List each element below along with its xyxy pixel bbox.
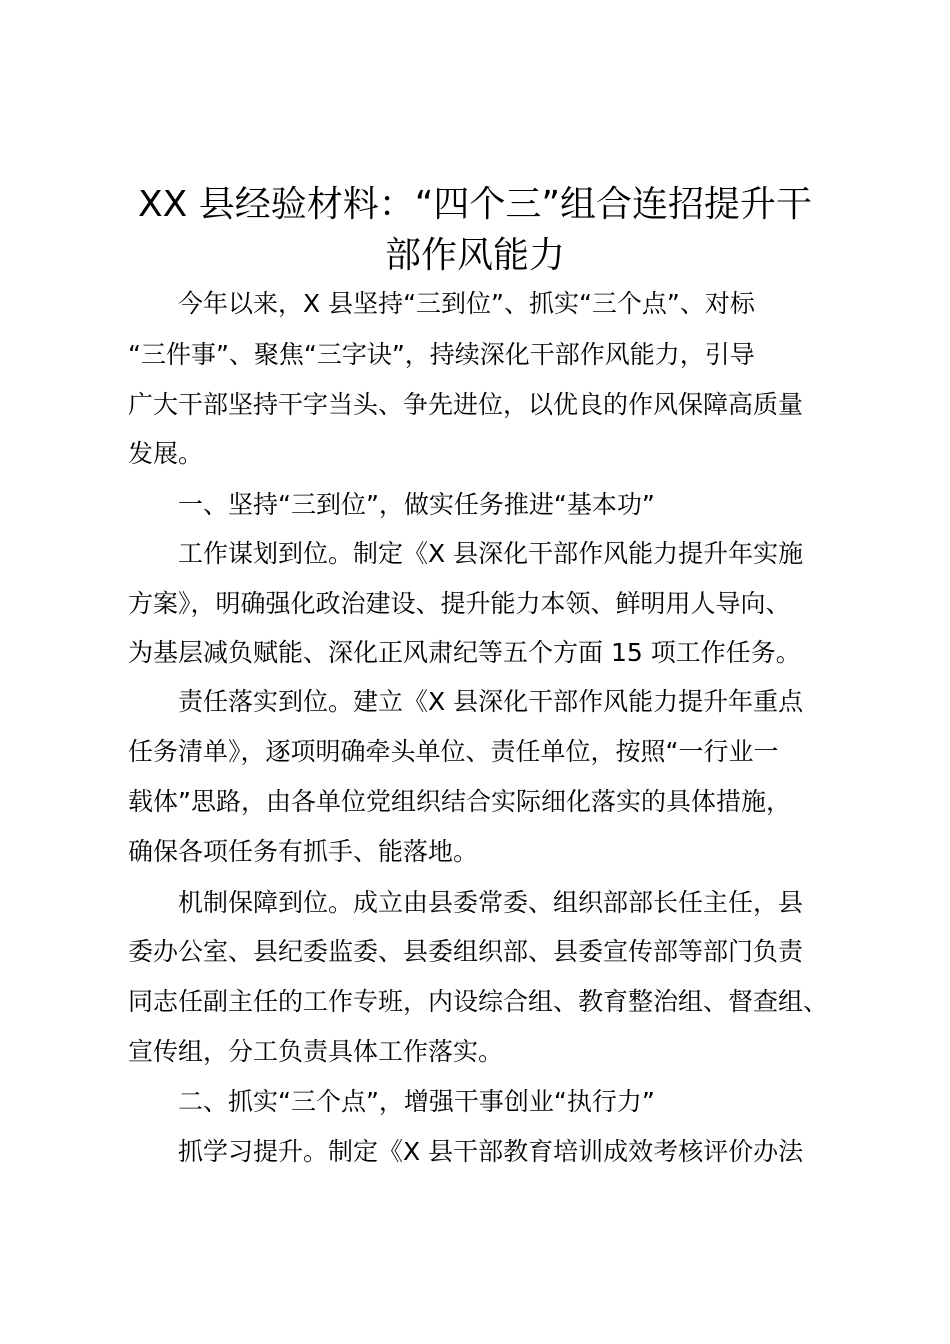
section-heading: 二、抓实“三个点”，增强干事创业“执行力”	[178, 1087, 655, 1116]
document-title-line-1: XX 县经验材料：“四个三”组合连招提升干	[137, 184, 813, 225]
paragraph-line: 发展。	[128, 439, 204, 468]
section-heading: 一、坚持“三到位”，做实任务推进“基本功”	[178, 490, 655, 519]
paragraph-line: 载体”思路，由各单位党组织结合实际细化落实的具体措施，	[128, 787, 791, 816]
document-title-line-2: 部作风能力	[384, 235, 565, 276]
paragraph-line: 宣传组，分工负责具体工作落实。	[128, 1037, 504, 1066]
paragraph-line: 为基层减负赋能、深化正风肃纪等五个方面 15 项工作任务。	[128, 638, 801, 667]
paragraph-line: 工作谋划到位。制定《X 县深化干部作风能力提升年实施	[178, 539, 804, 568]
paragraph-line: 方案》，明确强化政治建设、提升能力本领、鲜明用人导向、	[128, 589, 791, 618]
paragraph-line: 委办公室、县纪委监委、县委组织部、县委宣传部等部门负责	[128, 937, 804, 966]
paragraph-line: 抓学习提升。制定《X 县干部教育培训成效考核评价办法	[178, 1137, 804, 1166]
paragraph-line: 确保各项任务有抓手、能落地。	[128, 837, 479, 866]
paragraph-line: 广大干部坚持干字当头、争先进位，以优良的作风保障高质量	[128, 390, 804, 419]
paragraph-line: 同志任副主任的工作专班，内设综合组、教育整治组、督查组、	[128, 987, 829, 1016]
paragraph-line: 责任落实到位。建立《X 县深化干部作风能力提升年重点	[178, 687, 804, 716]
paragraph-line: 机制保障到位。成立由县委常委、组织部部长任主任，县	[178, 888, 804, 917]
paragraph-line: 今年以来，X 县坚持“三到位”、抓实“三个点”、对标	[178, 289, 755, 318]
paragraph-line: “三件事”、聚焦“三字诀”，持续深化干部作风能力，引导	[128, 340, 755, 369]
paragraph-line: 任务清单》，逐项明确牵头单位、责任单位，按照“一行业一	[128, 737, 779, 766]
